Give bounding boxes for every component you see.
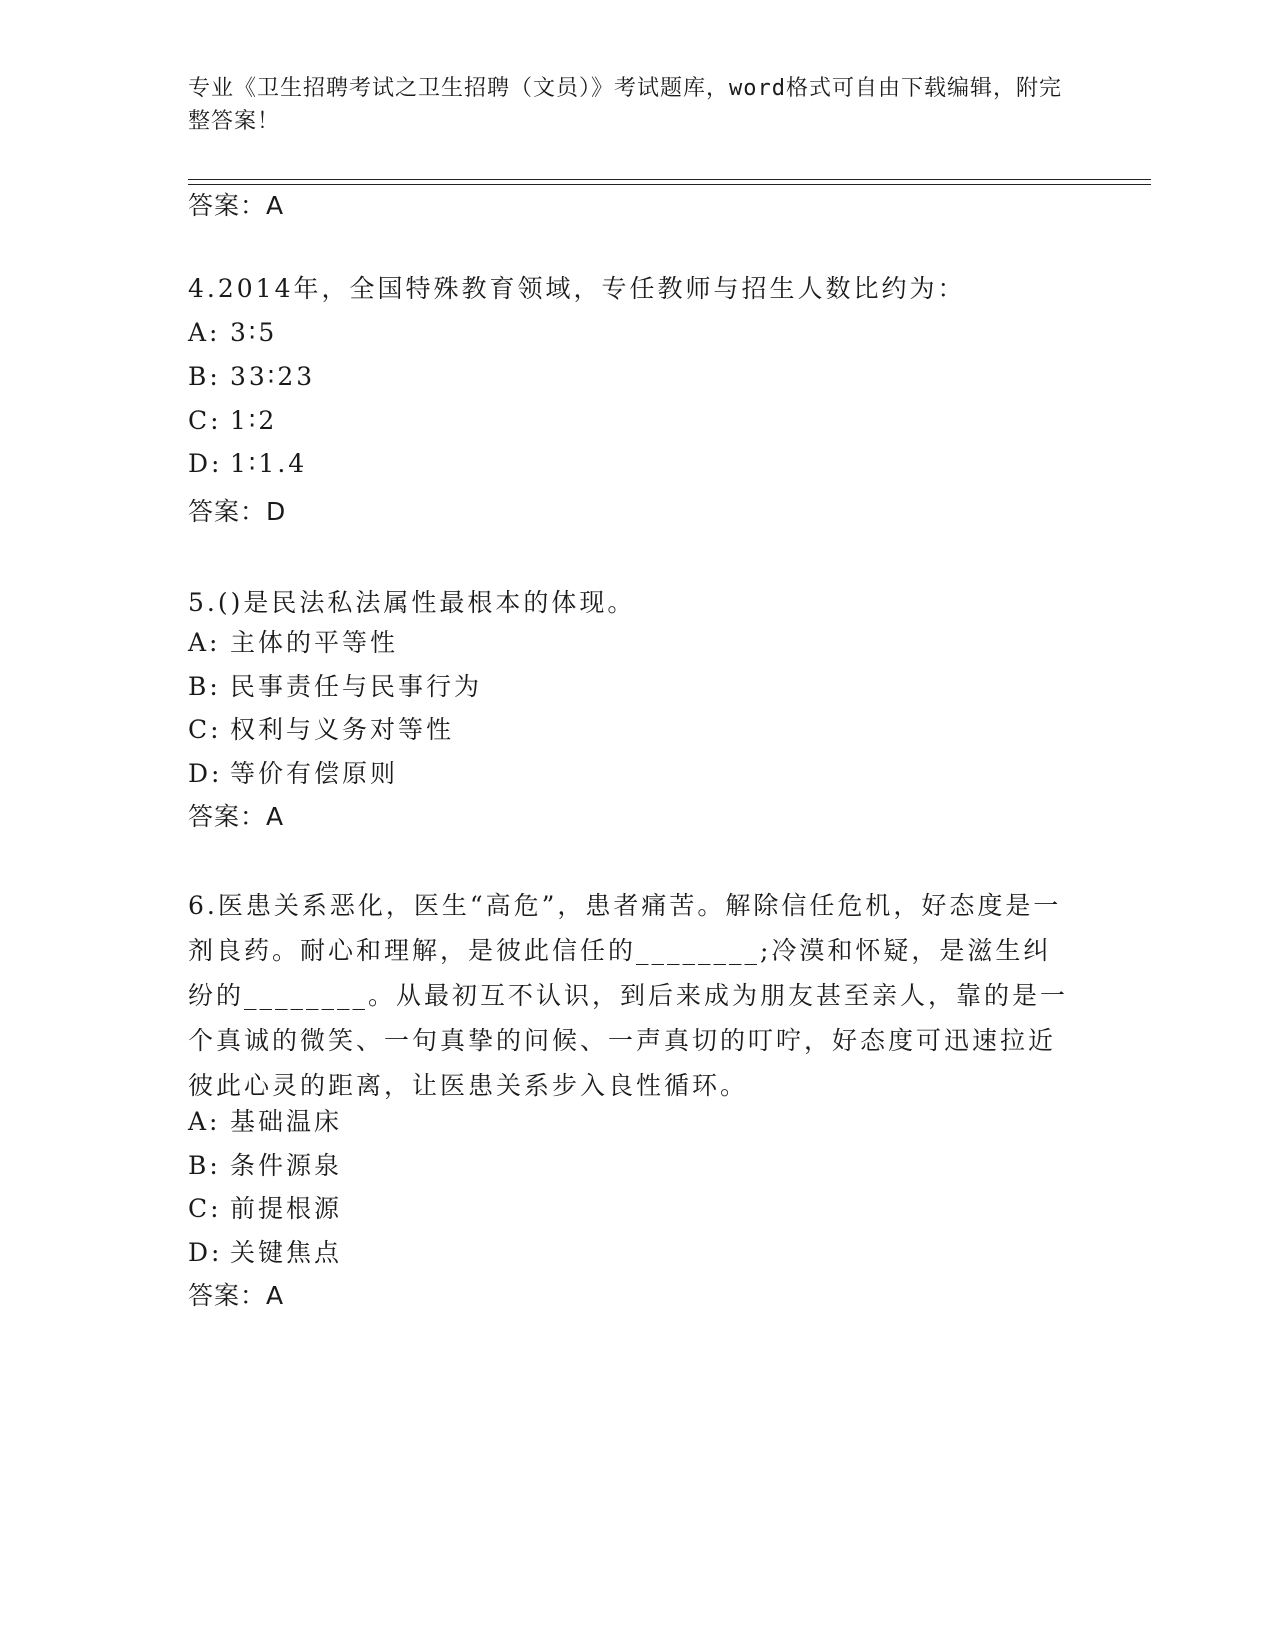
option-text: 主体的平等性 (230, 628, 399, 657)
question-4-option-c (188, 406, 277, 435)
option-text: 1∶2 (230, 406, 278, 435)
option-letter: B: (188, 362, 221, 391)
option-letter: A: (188, 628, 221, 657)
answer-label: 答案： (188, 497, 267, 526)
option-letter: C: (188, 1194, 222, 1223)
option-text: 33∶23 (230, 362, 316, 391)
option-letter: C: (188, 715, 222, 744)
answer-label: 答案： (188, 191, 267, 220)
header-divider-top (188, 179, 1151, 180)
option-letter: B: (188, 672, 221, 701)
question-6-option-b (188, 1146, 342, 1182)
option-text: 关键焦点 (230, 1238, 343, 1267)
option-letter: D: (188, 449, 223, 478)
option-text: 民事责任与民事行为 (230, 672, 483, 701)
answer-line-prev (188, 186, 284, 222)
question-5-option-b (188, 667, 482, 703)
option-text: 条件源泉 (230, 1151, 343, 1180)
option-letter: D: (188, 1238, 223, 1267)
answer-label: 答案： (188, 1281, 267, 1310)
question-5-option-d (188, 754, 398, 790)
option-letter: B: (188, 1151, 221, 1180)
option-text: 等价有偿原则 (230, 759, 399, 788)
question-4-answer (188, 492, 286, 528)
option-text: 3∶5 (230, 318, 278, 347)
option-letter: A: (188, 1107, 221, 1136)
answer-value: D (266, 497, 287, 526)
option-letter: A: (188, 318, 221, 347)
header-divider-bottom (188, 184, 1151, 185)
document-header: 专业《卫生招聘考试之卫生招聘（文员）》考试题库，word格式可自由下载编辑，附完整答案！ (188, 76, 1062, 134)
question-5-stem: 5.()是民法私法属性最根本的体现。 (188, 588, 636, 617)
question-5-option-c (188, 710, 454, 746)
question-6-stem: 6.医患关系恶化，医生“高危”，患者痛苦。解除信任危机，好态度是一剂良药。耐心和理解，是彼此信任的________;冷漠和怀疑，是滋生纠纷的________。从最初互不认识，到后来成为朋友甚至亲人，靠的是一个真诚的微笑、一句真挚的问候、一声真切的叮咛，好态度可迅速拉近彼此心灵的距离，让医患关系步入良性循环。 (188, 891, 1069, 1100)
question-4-stem: 4.2014年，全国特殊教育领域，专任教师与招生人数比约为： (188, 274, 966, 303)
answer-value: A (266, 191, 285, 220)
option-text: 1∶1.4 (230, 449, 308, 478)
question-5-answer (188, 797, 284, 833)
question-6-option-a (188, 1102, 342, 1138)
question-4-option-a (188, 318, 277, 347)
option-text: 权利与义务对等性 (230, 715, 455, 744)
question-6-option-d (188, 1233, 342, 1269)
question-4-option-b (188, 362, 315, 391)
question-6-answer (188, 1276, 284, 1312)
option-text: 基础温床 (230, 1107, 343, 1136)
answer-label: 答案： (188, 802, 267, 831)
question-5-option-a (188, 623, 398, 659)
option-text: 前提根源 (230, 1194, 343, 1223)
option-letter: C: (188, 406, 222, 435)
option-letter: D: (188, 759, 223, 788)
answer-value: A (266, 802, 285, 831)
question-4-option-d (188, 449, 307, 478)
question-6-option-c (188, 1189, 342, 1225)
answer-value: A (266, 1281, 285, 1310)
